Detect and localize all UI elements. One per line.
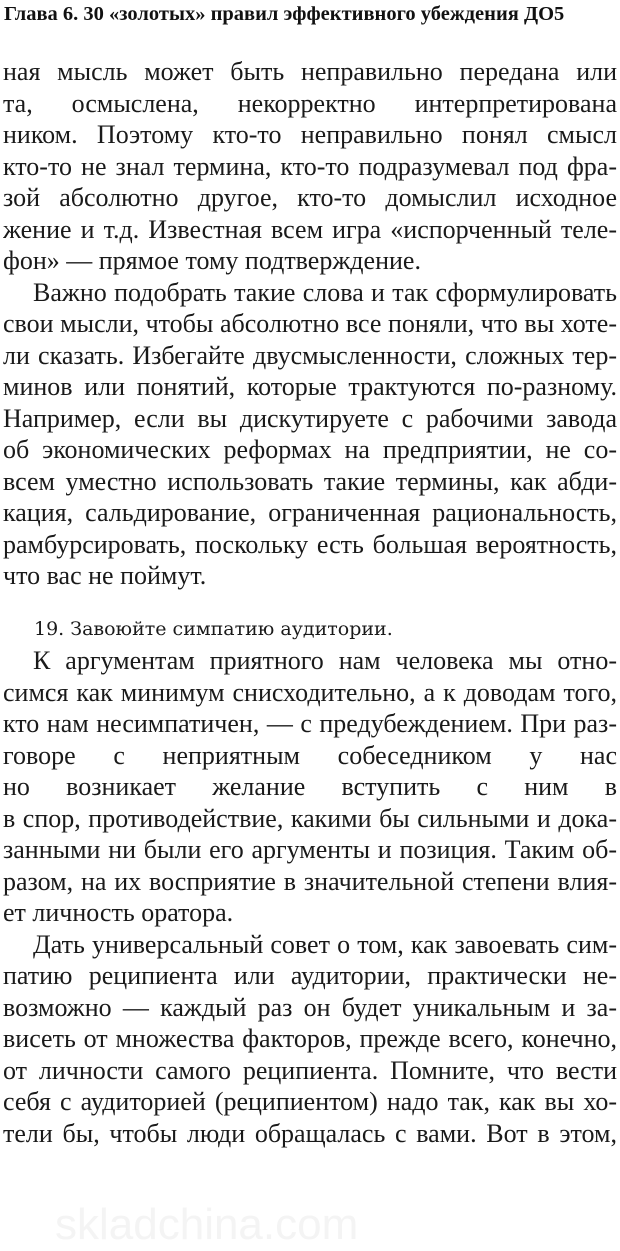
- text-line: Важно подобрать такие слова и так сформулировать: [33, 277, 617, 307]
- text-line: жение и т.д. Известная всем игра «испорченный теле-: [3, 214, 617, 244]
- page-body: [3, 56, 617, 1149]
- text-line: ником. Поэтому кто-то неправильно понял смысл: [3, 120, 617, 149]
- text-line: себя с аудиторией (реципиентом) надо так, как вы хо-: [3, 1087, 617, 1116]
- text-line: минов или понятий, которые трактуются по-разному.: [3, 372, 617, 401]
- text-line: висеть от множества факторов, прежде всего, конечно,: [3, 1024, 617, 1053]
- text-line: кто нам несимпатичен, — с предубеждением. При раз-: [3, 709, 617, 738]
- text-line: но возникает желание вступить с ним в: [3, 772, 617, 801]
- text-line: что вас не поймут.: [3, 561, 207, 590]
- text-line: говоре с неприятным собеседником у нас: [3, 740, 617, 770]
- text-line: ли сказать. Избегайте двусмысленности, сложных тер-: [3, 340, 617, 370]
- text-line: та, осмыслена, некорректно интерпретирована: [3, 88, 617, 118]
- running-header: Глава 6. 30 «золотых» правил эффективного убеждения ДО5: [4, 3, 565, 25]
- text-line: тели бы, чтобы люди обращалась с вами. Вот в этом,: [3, 1118, 617, 1148]
- text-line: симся как минимум снисходительно, а к доводам того,: [3, 677, 617, 707]
- text-after-section: [3, 645, 617, 1149]
- text-line: рамбурсировать, поскольку есть большая вероятность,: [3, 529, 617, 559]
- text-line: в спор, противодействие, какими бы сильными и дока-: [3, 803, 617, 833]
- text-line: кто-то не знал термина, кто-то подразумевал под фра-: [3, 151, 617, 181]
- text-line: возможно — каждый раз он будет уникальным и за-: [3, 992, 617, 1022]
- text-line: Например, если вы дискутируете с рабочими завода: [3, 403, 617, 433]
- text-line: разом, на их восприятие в значительной степени влия-: [3, 866, 617, 896]
- text-line: К аргументам приятного нам человека мы отно-: [33, 646, 617, 675]
- section-heading: 19. Завоюйте симпатию аудитории.: [34, 617, 393, 640]
- text-line: занными ни были его аргументы и позиция. Таким об-: [3, 835, 617, 864]
- watermark: skladchina.com: [55, 1200, 359, 1249]
- text-line: Дать универсальный совет о том, как завоевать сим-: [33, 929, 617, 959]
- text-line: ет личность оратора.: [3, 898, 234, 927]
- text-line: свои мысли, чтобы абсолютно все поняли, что вы хоте-: [3, 309, 617, 338]
- text-before-section: [3, 56, 617, 592]
- text-line: от личности самого реципиента. Помните, что вести: [3, 1055, 617, 1085]
- text-line: кация, сальдирование, ограниченная рациональность,: [3, 498, 617, 527]
- text-line: об экономических реформах на предприятии, не со-: [3, 435, 617, 464]
- text-line: всем уместно использовать такие термины, как абди-: [3, 466, 617, 496]
- text-line: патию реципиента или аудитории, практически не-: [3, 961, 617, 990]
- text-line: зой абсолютно другое, кто-то домыслил исходное: [3, 183, 617, 212]
- text-line: ная мысль может быть неправильно передана или: [3, 57, 617, 86]
- text-line: фон» — прямое тому подтверждение.: [3, 246, 421, 275]
